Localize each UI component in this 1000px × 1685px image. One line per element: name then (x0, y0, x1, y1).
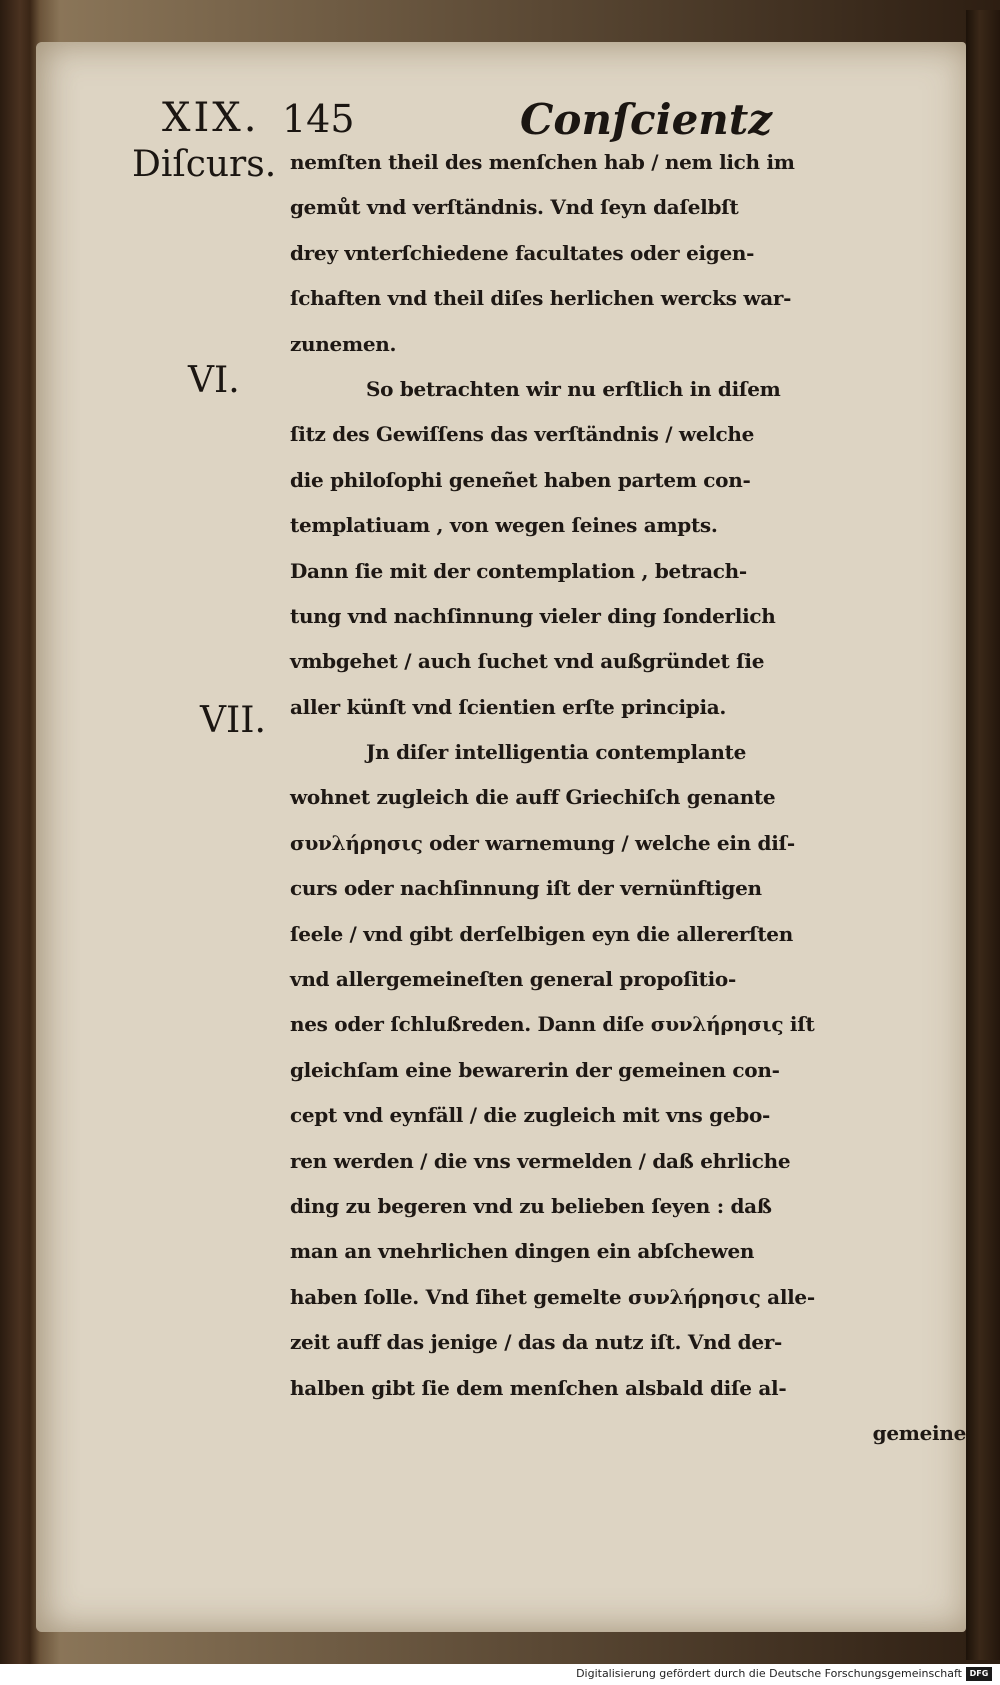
digitization-footer (0, 1664, 1000, 1685)
margin-note-section-vii: VII. (200, 700, 266, 741)
body-text (290, 140, 970, 1456)
page-number: 145 (282, 97, 355, 141)
running-number: XIX. (162, 95, 260, 141)
text-line: gemůt vnd verſtändnis. Vnd ſeyn daſelbſt (290, 195, 739, 220)
text-line: Jn diſer intelligentia contemplante (366, 740, 747, 765)
margin-note-discurs: Diſcurs. (132, 144, 277, 185)
text-line: nes oder ſchlußreden. Dann diſe συνλήρησις iſt (290, 1012, 815, 1037)
text-line: drey vnterſchiedene facultates oder eigen- (290, 240, 755, 265)
book-spine-edge (966, 10, 1000, 1660)
text-line: cept vnd eynfäll / die zugleich mit vns gebo- (290, 1103, 771, 1128)
text-line: zeit auff das jenige / das da nutz iſt. Vnd der- (290, 1330, 782, 1355)
catchword: gemeine (872, 1420, 966, 1445)
text-line: vmbgehet / auch ſuchet vnd außgründet ſie (290, 649, 765, 674)
margin-note-section-vi: VI. (188, 360, 240, 401)
text-line: gleichſam eine bewarerin der gemeinen con- (290, 1057, 780, 1082)
funding-credit: Digitalisierung gefördert durch die Deutsche Forschungsgemeinschaft (576, 1667, 962, 1680)
text-line: vnd allergemeineſten general propoſitio- (290, 967, 736, 992)
text-line: ren werden / die vns vermelden / daß ehrliche (290, 1148, 791, 1173)
text-line: haben ſolle. Vnd ſihet gemelte συνλήρησις alle- (290, 1284, 815, 1309)
text-line: die philoſophi geneñet haben partem con- (290, 467, 751, 492)
running-title: Conſcientz (520, 95, 773, 144)
text-line: curs oder nachſinnung iſt der vernünftigen (290, 876, 762, 901)
text-line: συνλήρησις oder warnemung / welche ein diſ- (290, 830, 795, 855)
dfg-logo: DFG (966, 1667, 992, 1681)
text-line: wohnet zugleich die auff Griechiſch genante (290, 785, 776, 810)
text-line: halben gibt ſie dem menſchen alsbald diſe al- (290, 1375, 787, 1400)
text-line: Dann ſie mit der contemplation , betrach- (290, 558, 747, 583)
text-line: ſchaften vnd theil diſes herlichen wercks war- (290, 286, 792, 311)
text-line: tung vnd nachſinnung vieler ding ſonderlich (290, 603, 776, 628)
text-line: ding zu begeren vnd zu belieben ſeyen : daß (290, 1193, 772, 1218)
text-line: templatiuam , von wegen ſeines ampts. (290, 513, 718, 538)
text-line: nemſten theil des menſchen hab / nem lich im (290, 150, 795, 174)
text-line: ſitz des Gewiſſens das verſtändnis / welche (290, 422, 755, 447)
text-line: zunemen. (290, 331, 397, 356)
text-line: So betrachten wir nu erſtlich in diſem (366, 376, 781, 401)
text-line: aller künſt vnd ſcientien erſte principia. (290, 694, 727, 719)
text-line: ſeele / vnd gibt derſelbigen eyn die allererſten (290, 921, 793, 946)
text-line: man an vnehrlichen dingen ein abſchewen (290, 1239, 755, 1264)
